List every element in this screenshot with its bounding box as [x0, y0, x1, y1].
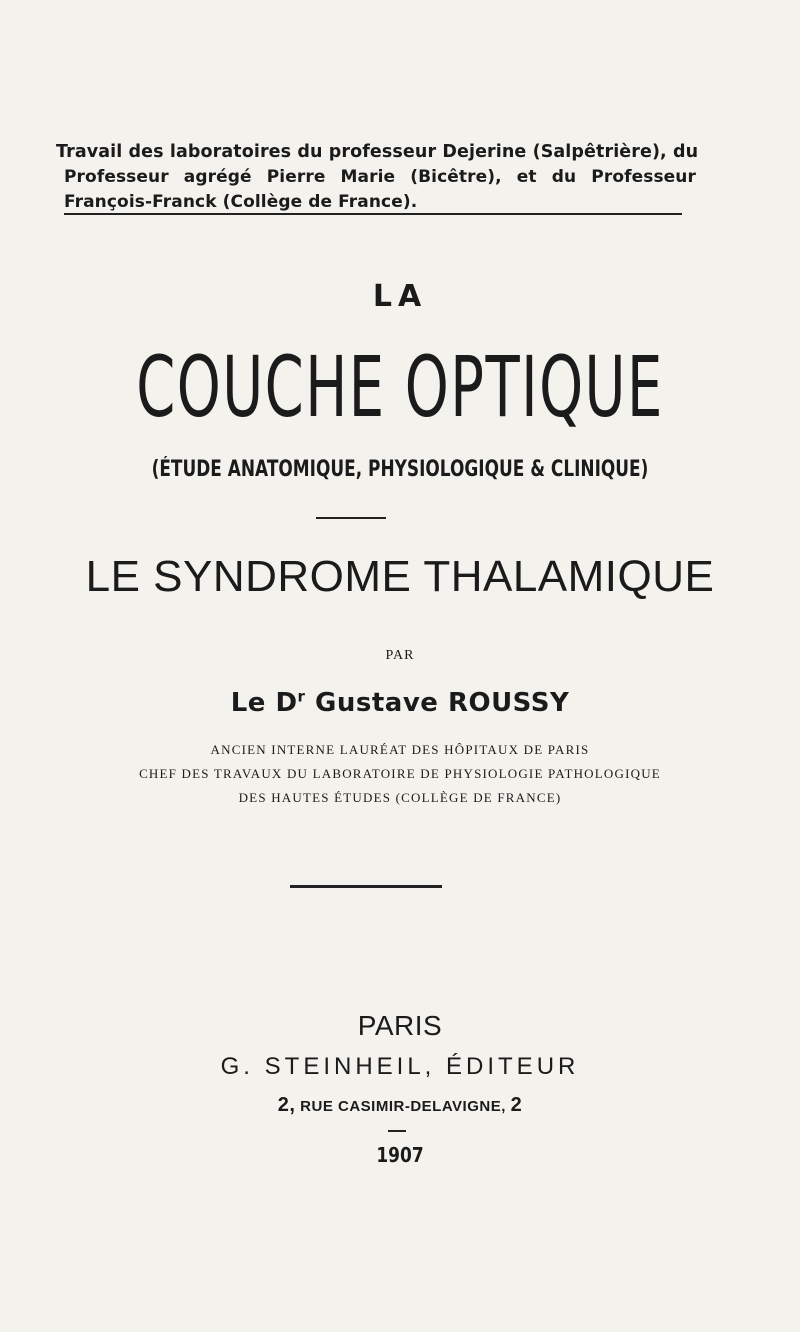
author-prefix: Le D [230, 688, 298, 718]
author-fullname: Gustave ROUSSY [315, 688, 570, 718]
divider-short [316, 517, 386, 519]
author-name [0, 687, 800, 719]
publication-year: 1907 [376, 1143, 424, 1167]
credit-line-3: François-Franck (Collège de France). [64, 192, 418, 212]
by-label: PAR [385, 648, 415, 663]
address-number: 2, [277, 1094, 296, 1116]
header-rule [64, 213, 682, 215]
subtitle: (ÉTUDE ANATOMIQUE, PHYSIOLOGIQUE & CLINIQUE) [151, 457, 649, 482]
credit-line-2: Professeur agrégé Pierre Marie (Bicêtre), et du Professeur [64, 167, 696, 187]
credential-line: CHEF DES TRAVAUX DU LABORATOIRE DE PHYSIOLOGIE PATHOLOGIQUE [139, 766, 661, 781]
address-street: RUE CASIMIR-DELAVIGNE, [300, 1098, 506, 1115]
address-number-end: 2 [510, 1094, 523, 1116]
credential-line: DES HAUTES ÉTUDES (COLLÈGE DE FRANCE) [238, 790, 562, 805]
publication-city: PARIS [357, 1010, 443, 1041]
publisher-address [0, 1095, 800, 1117]
divider-mid [290, 885, 442, 888]
credit-line-1: Travail des laboratoires du professeur Dejerine (Salpêtrière), du [56, 142, 699, 162]
title-article: LA [372, 279, 428, 314]
main-title: COUCHE OPTIQUE [136, 338, 664, 436]
laboratory-credit [56, 140, 699, 215]
divider-tiny [388, 1130, 406, 1132]
author-credentials [0, 738, 800, 810]
second-title: LE SYNDROME THALAMIQUE [85, 552, 715, 601]
publisher: G. STEINHEIL, ÉDITEUR [220, 1053, 580, 1080]
credential-line: ANCIEN INTERNE LAURÉAT DES HÔPITAUX DE PARIS [210, 742, 590, 757]
author-title-superscript: r [297, 687, 306, 706]
